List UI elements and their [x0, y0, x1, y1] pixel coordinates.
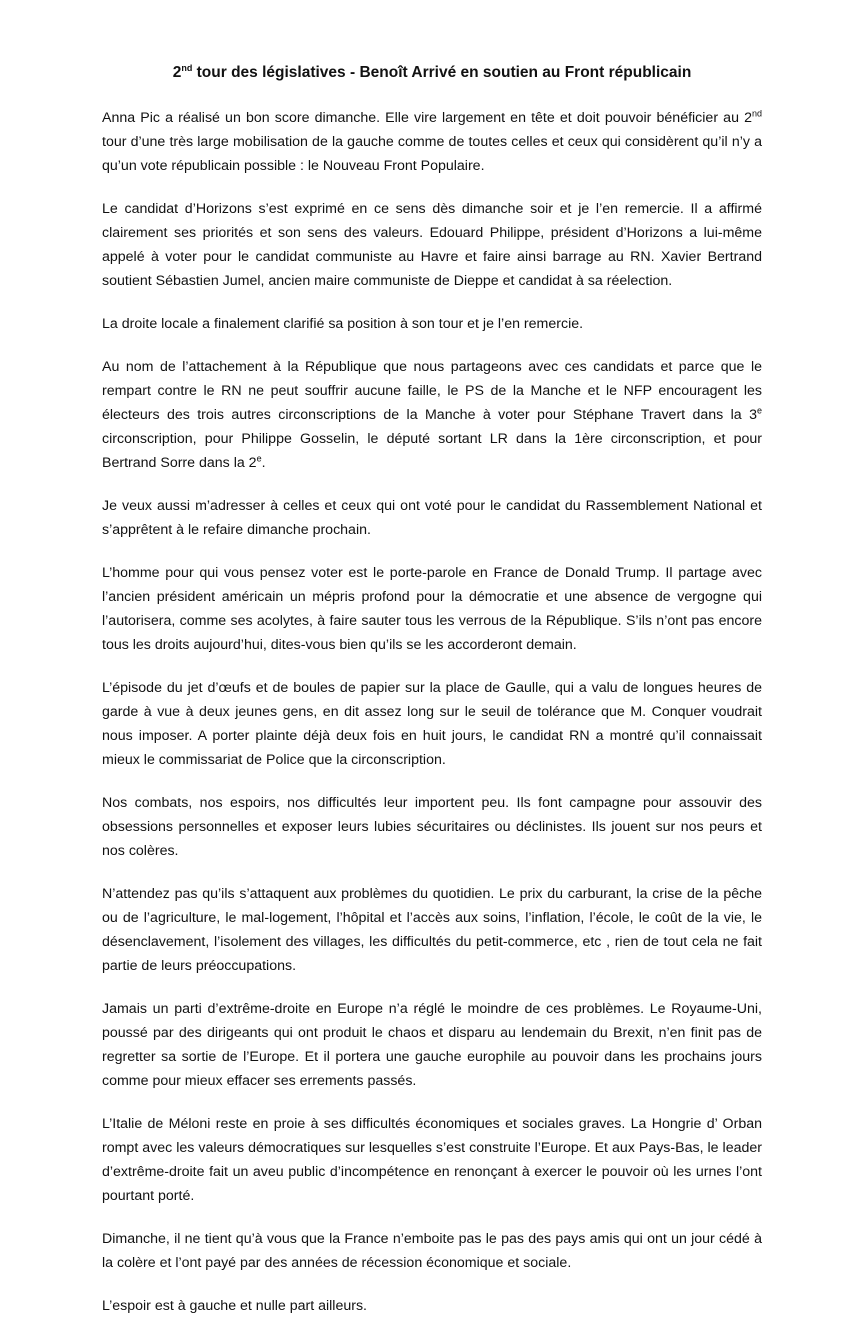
- paragraph-9: N’attendez pas qu’ils s’attaquent aux problèmes du quotidien. Le prix du carburant, la crise de la pêche ou de l’agriculture, le mal-logement, l’hôpital et l’accès aux soins, l’inflation, l’école, le coût de la vie, le désenclavement, l’isolement des villages, les difficultés du petit-commerce, etc , rien de tout cela ne fait partie de leurs préoccupations.: [102, 886, 762, 974]
- paragraph-text: Anna Pic a réalisé un bon score dimanche. Elle vire largement en tête et doit pouvoir bénéficier au 2: [102, 110, 752, 126]
- paragraph-text: Au nom de l’attachement à la République que nous partageons avec ces candidats et parce que le rempart contre le RN ne peut souffrir aucune faille, le PS de la Manche et le NFP encouragent les électeurs des trois autres circonscriptions de la Manche à voter pour Stéphane Travert dans la 3: [102, 359, 762, 423]
- paragraph-3: La droite locale a finalement clarifié sa position à son tour et je l’en remercie.: [102, 316, 584, 332]
- document-title: [102, 62, 762, 84]
- title-text: tour des législatives - Benoît Arrivé en soutien au Front républicain: [192, 64, 692, 81]
- paragraph-text: circonscription, pour Philippe Gosselin, le député sortant LR dans la 1ère circonscription, et pour Bertrand Sorre dans la 2: [102, 431, 762, 471]
- paragraph-5: Je veux aussi m’adresser à celles et ceux qui ont voté pour le candidat du Rassemblement National et s’apprêtent à le refaire dimanche prochain.: [102, 498, 762, 538]
- ordinal-suffix: e: [756, 405, 762, 416]
- paragraph-1: [102, 106, 762, 178]
- title-ordinal-suffix: nd: [181, 62, 193, 73]
- paragraph-10: Jamais un parti d’extrême-droite en Europe n’a réglé le moindre de ces problèmes. Le Royaume-Uni, poussé par des dirigeants qui ont produit le chaos et disparu au lendemain du Brexit, n’en finit pas de regretter sa sortie de l’Europe. Et il portera une gauche europhile au pouvoir dans les prochains jours comme pour mieux effacer ses errements passés.: [102, 1001, 762, 1089]
- ordinal-suffix: e: [256, 453, 262, 464]
- paragraph-7: L’épisode du jet d’œufs et de boules de papier sur la place de Gaulle, qui a valu de longues heures de garde à vue à deux jeunes gens, en dit assez long sur le seuil de tolérance que M. Conquer voudrait nous imposer. A porter plainte déjà deux fois en huit jours, le candidat RN a montré qu’il connaissait mieux le commissariat de Police que la circonscription.: [102, 680, 762, 768]
- paragraph-8: Nos combats, nos espoirs, nos difficultés leur importent peu. Ils font campagne pour assouvir des obsessions personnelles et exposer leurs lubies sécuritaires ou déclinistes. Ils jouent sur nos peurs et nos colères.: [102, 795, 762, 859]
- ordinal-suffix: nd: [751, 108, 762, 119]
- paragraph-12: Dimanche, il ne tient qu’à vous que la France n’emboite pas le pas des pays amis qui ont un jour cédé à la colère et l’ont payé par des années de récession économique et sociale.: [102, 1231, 762, 1271]
- paragraph-13: L’espoir est à gauche et nulle part ailleurs.: [102, 1298, 367, 1314]
- title-ordinal: 2: [172, 64, 182, 81]
- paragraph-6: L’homme pour qui vous pensez voter est le porte-parole en France de Donald Trump. Il partage avec l’ancien président américain un mépris profond pour la démocratie et une absence de vergogne qui l’autorisera, comme ses acolytes, à faire sauter tous les verrous de la République. S’ils n’ont pas encore tous les droits aujourd’hui, dites-vous bien qu’ils se les accorderont demain.: [102, 565, 762, 653]
- paragraph-4: [102, 355, 762, 475]
- paragraph-text: tour d’une très large mobilisation de la gauche comme de toutes celles et ceux qui considèrent qu’il n’y a qu’un vote républicain possible : le Nouveau Front Populaire.: [102, 134, 762, 174]
- paragraph-11: L’Italie de Méloni reste en proie à ses difficultés économiques et sociales graves. La Hongrie d’ Orban rompt avec les valeurs démocratiques sur lesquelles s’est construite l’Europe. Et aux Pays-Bas, le leader d’extrême-droite fait un aveu public d’incompétence en renonçant à exercer le pouvoir où les urnes l’ont pourtant porté.: [102, 1116, 762, 1204]
- paragraph-text: .: [261, 455, 266, 471]
- paragraph-2: Le candidat d’Horizons s’est exprimé en ce sens dès dimanche soir et je l’en remercie. Il a affirmé clairement ses priorités et son sens des valeurs. Edouard Philippe, président d’Horizons a lui-même appelé à voter pour le candidat communiste au Havre et faire ainsi barrage au RN. Xavier Bertrand soutient Sébastien Jumel, ancien maire communiste de Dieppe et candidat à sa réelection.: [102, 201, 762, 289]
